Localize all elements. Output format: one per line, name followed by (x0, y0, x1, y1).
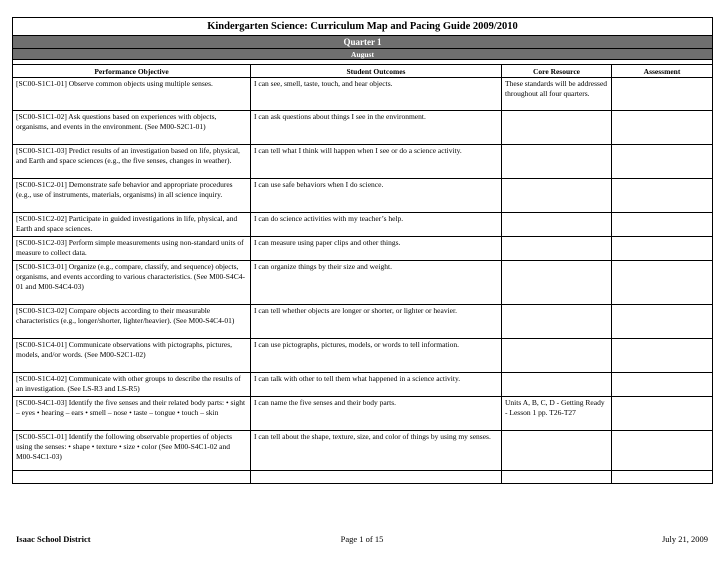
column-header-assessment: Assessment (612, 65, 713, 78)
footer-page-number: Page 1 of 15 (340, 534, 384, 544)
cell-outcome: I can measure using paper clips and other things. (251, 236, 502, 260)
cell-outcome: I can organize things by their size and weight. (251, 260, 502, 304)
cell-objective: [SC00-S1C2-03] Perform simple measurements using non-standard units of measure to collect data. (13, 236, 251, 260)
cell-assessment (612, 78, 713, 111)
cell-objective: [SC00-S1C2-02] Participate in guided investigations in life, physical, and Earth and space sciences. (13, 213, 251, 237)
cell-resource (502, 372, 612, 396)
cell-outcome: I can use safe behaviors when I do science. (251, 179, 502, 213)
cell-objective: [SC00-S1C1-02] Ask questions based on experiences with objects, organisms, and events in the environment. (See M00-S2C1-01) (13, 111, 251, 145)
cell-assessment (612, 213, 713, 237)
cell-objective: [SC00-S4C1-03] Identify the five senses and their related body parts: • sight – eyes • hearing – ears • smell – nose • taste – tongue • touch – skin (13, 396, 251, 430)
cell-outcome: I can tell about the shape, texture, size, and color of things by using my senses. (251, 430, 502, 470)
cell-objective: [SC00-S1C2-01] Demonstrate safe behavior and appropriate procedures (e.g., use of instruments, materials, organisms) in all science inquiry. (13, 179, 251, 213)
cell-resource: Units A, B, C, D - Getting Ready - Lesson 1 pp. T26-T27 (502, 396, 612, 430)
cell-outcome: I can tell whether objects are longer or shorter, or lighter or heavier. (251, 304, 502, 338)
cell-objective: [SC00-S1C1-01] Observe common objects using multiple senses. (13, 78, 251, 111)
cell-resource (502, 338, 612, 372)
table-row (13, 213, 713, 237)
cell-objective: [SC00-S1C1-03] Predict results of an investigation based on life, physical, and Earth and space sciences (e.g., the five senses, changes in weather). (13, 145, 251, 179)
table-body (13, 78, 713, 471)
footer-date: July 21, 2009 (661, 534, 708, 544)
cell-resource (502, 213, 612, 237)
quarter-row (13, 36, 713, 49)
table-row (13, 111, 713, 145)
cell-outcome: I can ask questions about things I see in the environment. (251, 111, 502, 145)
month-row (13, 49, 713, 60)
cell-outcome: I can see, smell, taste, touch, and hear objects. (251, 78, 502, 111)
curriculum-table (12, 17, 713, 484)
table-row (13, 396, 713, 430)
cell-objective: [SC00-S5C1-01] Identify the following observable properties of objects using the senses: • shape • texture • size • color (See M00-S4C1-02 and M00-S4C1-03) (13, 430, 251, 470)
cell-assessment (612, 111, 713, 145)
table-row (13, 145, 713, 179)
cell-resource (502, 304, 612, 338)
table-row (13, 179, 713, 213)
cell-outcome: I can tell what I think will happen when I see or do a science activity. (251, 145, 502, 179)
quarter-label: Quarter 1 (13, 36, 713, 49)
title-row (13, 18, 713, 36)
cell-assessment (612, 396, 713, 430)
table-row (13, 372, 713, 396)
table-row (13, 338, 713, 372)
cell-outcome: I can use pictographs, pictures, models, or words to tell information. (251, 338, 502, 372)
cell-resource: These standards will be addressed throughout all four quarters. (502, 78, 612, 111)
table-row (13, 236, 713, 260)
cell-objective: [SC00-S1C4-02] Communicate with other groups to describe the results of an investigation. (See LS-R3 and LS-R5) (13, 372, 251, 396)
cell-resource (502, 179, 612, 213)
cell-objective: [SC00-S1C4-01] Communicate observations with pictographs, pictures, models, and/or words. (See M00-S2C1-02) (13, 338, 251, 372)
cell-resource (502, 236, 612, 260)
cell-assessment (612, 260, 713, 304)
cell-resource (502, 111, 612, 145)
cell-assessment (612, 430, 713, 470)
cell-resource (502, 145, 612, 179)
cell-assessment (612, 145, 713, 179)
column-header-objective: Performance Objective (13, 65, 251, 78)
cell-assessment (612, 304, 713, 338)
curriculum-document (12, 17, 712, 484)
cell-resource (502, 430, 612, 470)
footer-district: Isaac School District (16, 534, 91, 544)
table-row (13, 430, 713, 470)
cell-resource (502, 260, 612, 304)
cell-objective: [SC00-S1C3-02] Compare objects according to their measurable characteristics (e.g., longer/shorter, lighter/heavier). (See M00-S4C4-01) (13, 304, 251, 338)
cell-outcome: I can talk with other to tell them what happened in a science activity. (251, 372, 502, 396)
cell-assessment (612, 179, 713, 213)
column-header-resource: Core Resource (502, 65, 612, 78)
cell-assessment (612, 372, 713, 396)
document-title: Kindergarten Science: Curriculum Map and Pacing Guide 2009/2010 (13, 18, 713, 36)
column-header-outcomes: Student Outcomes (251, 65, 502, 78)
cell-assessment (612, 236, 713, 260)
column-header-row (13, 65, 713, 78)
cell-outcome: I can name the five senses and their body parts. (251, 396, 502, 430)
empty-row (13, 470, 713, 483)
month-label: August (13, 49, 713, 60)
cell-objective: [SC00-S1C3-01] Organize (e.g., compare, classify, and sequence) objects, organisms, and events according to various characteristics. (See M00-S4C4-01 and M00-S4C4-03) (13, 260, 251, 304)
cell-assessment (612, 338, 713, 372)
cell-outcome: I can do science activities with my teacher’s help. (251, 213, 502, 237)
table-row (13, 260, 713, 304)
table-row (13, 78, 713, 111)
table-row (13, 304, 713, 338)
